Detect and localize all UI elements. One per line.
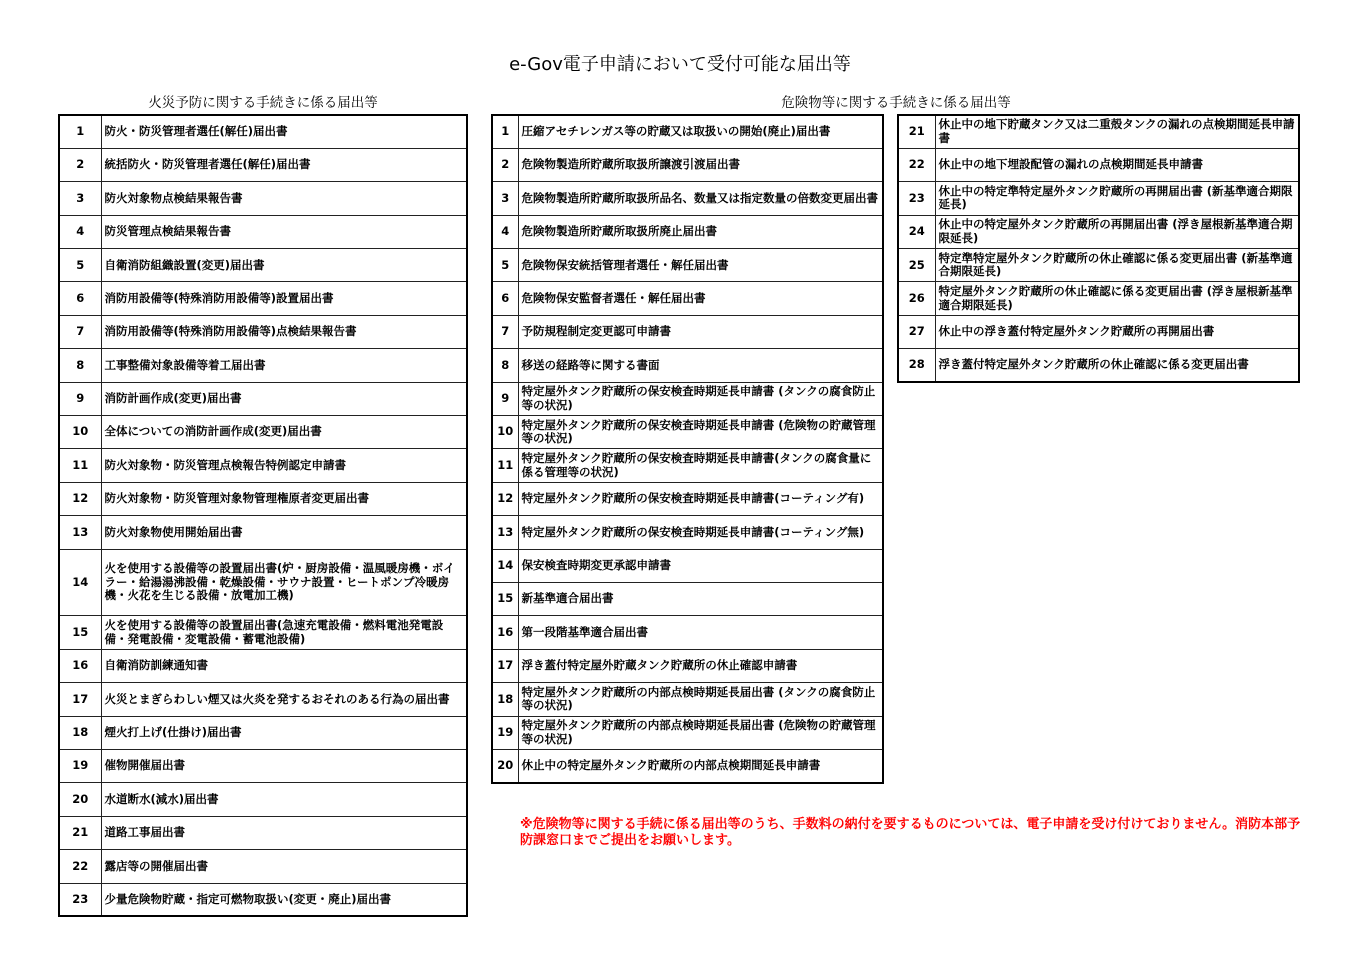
row-number: 13 [492,516,518,549]
procedure-name: 少量危険物貯蔵・指定可燃物取扱い(変更・廃止)届出書 [101,883,467,916]
procedure-name: 危険物保安監督者選任・解任届出書 [518,282,883,315]
procedure-name: 煙火打上げ(仕掛け)届出書 [101,716,467,749]
table-row [59,549,467,616]
table-row [59,683,467,716]
table-row [898,215,1299,248]
row-number: 8 [59,349,101,382]
row-number: 8 [492,349,518,382]
procedure-name: 防火対象物点検結果報告書 [101,182,467,215]
row-number: 17 [59,683,101,716]
row-number: 20 [59,783,101,816]
table-row [898,282,1299,315]
procedure-name: 防火・防災管理者選任(解任)届出書 [101,115,467,148]
procedure-name: 火を使用する設備等の設置届出書(炉・厨房設備・温風暖房機・ボイラー・給湯湯沸設備・乾燥設備・サウナ設置・ヒートポンプ冷暖房機・火花を生じる設備・放電加工機) [101,549,467,616]
fire-section-heading: 火災予防に関する手続きに係る届出等 [148,95,378,111]
procedure-name: 催物開催届出書 [101,749,467,782]
procedure-name: 危険物製造所貯蔵所取扱所譲渡引渡届出書 [518,148,883,181]
hazard-procedures-table-1 [491,114,884,784]
row-number: 3 [59,182,101,215]
table-row [59,349,467,382]
row-number: 11 [492,449,518,482]
row-number: 26 [898,282,935,315]
row-number: 6 [492,282,518,315]
table-row [59,516,467,549]
table-row [59,783,467,816]
procedure-name: 浮き蓋付特定屋外タンク貯蔵所の休止確認に係る変更届出書 [935,349,1299,382]
procedure-name: 休止中の特定屋外タンク貯蔵所の内部点検期間延長申請書 [518,749,883,782]
procedure-name: 特定屋外タンク貯蔵所の保安検査時期延長申請書(タンクの腐食量に係る管理等の状況) [518,449,883,482]
row-number: 13 [59,516,101,549]
row-number: 7 [492,315,518,348]
row-number: 23 [898,182,935,215]
procedure-name: 第一段階基準適合届出書 [518,616,883,649]
row-number: 22 [898,148,935,181]
procedure-name: 消防用設備等(特殊消防用設備等)設置届出書 [101,282,467,315]
procedure-name: 浮き蓋付特定屋外貯蔵タンク貯蔵所の休止確認申請書 [518,649,883,682]
row-number: 5 [59,249,101,282]
procedure-name: 特定屋外タンク貯蔵所の内部点検時期延長届出書 (危険物の貯蔵管理等の状況) [518,716,883,749]
table-row [59,382,467,415]
table-row [898,148,1299,181]
procedure-name: 消防用設備等(特殊消防用設備等)点検結果報告書 [101,315,467,348]
table-row [59,315,467,348]
procedure-name: 休止中の特定準特定屋外タンク貯蔵所の再開届出書 (新基準適合期限延長) [935,182,1299,215]
row-number: 1 [492,115,518,148]
row-number: 15 [59,616,101,649]
procedure-name: 特定屋外タンク貯蔵所の休止確認に係る変更届出書 (浮き屋根新基準適合期限延長) [935,282,1299,315]
fire-procedures-table [58,114,468,917]
table-row [898,182,1299,215]
row-number: 21 [898,115,935,148]
procedure-name: 保安検査時期変更承認申請書 [518,549,883,582]
row-number: 10 [492,416,518,449]
row-number: 3 [492,182,518,215]
table-row [59,716,467,749]
row-number: 12 [59,482,101,515]
row-number: 20 [492,749,518,782]
row-number: 25 [898,249,935,282]
row-number: 24 [898,215,935,248]
table-row [492,582,883,615]
row-number: 2 [492,148,518,181]
procedure-name: 露店等の開催届出書 [101,850,467,883]
procedure-name: 休止中の地下埋設配管の漏れの点検期間延長申請書 [935,148,1299,181]
procedure-name: 工事整備対象設備等着工届出書 [101,349,467,382]
row-number: 12 [492,482,518,515]
table-row [59,249,467,282]
table-row [492,249,883,282]
procedure-name: 火を使用する設備等の設置届出書(急速充電設備・燃料電池発電設備・発電設備・変電設備・蓄電池設備) [101,616,467,649]
table-row [492,182,883,215]
procedure-name: 特定屋外タンク貯蔵所の保安検査時期延長申請書 (危険物の貯蔵管理等の状況) [518,416,883,449]
row-number: 15 [492,582,518,615]
table-row [492,482,883,515]
table-row [59,416,467,449]
table-row [59,850,467,883]
row-number: 17 [492,649,518,682]
row-number: 28 [898,349,935,382]
procedure-name: 消防計画作成(変更)届出書 [101,382,467,415]
row-number: 27 [898,315,935,348]
table-row [59,449,467,482]
procedure-name: 火災とまぎらわしい煙又は火炎を発するおそれのある行為の届出書 [101,683,467,716]
procedure-name: 自衛消防組織設置(変更)届出書 [101,249,467,282]
procedure-name: 統括防火・防災管理者選任(解任)届出書 [101,148,467,181]
procedure-name: 危険物保安統括管理者選任・解任届出書 [518,249,883,282]
row-number: 2 [59,148,101,181]
row-number: 9 [59,382,101,415]
procedure-name: 自衛消防訓練通知書 [101,649,467,682]
procedure-name: 防火対象物使用開始届出書 [101,516,467,549]
row-number: 18 [59,716,101,749]
table-row [898,115,1299,148]
row-number: 10 [59,416,101,449]
row-number: 4 [492,215,518,248]
table-row [59,182,467,215]
row-number: 7 [59,315,101,348]
table-row [898,315,1299,348]
table-row [492,315,883,348]
procedure-name: 新基準適合届出書 [518,582,883,615]
row-number: 4 [59,215,101,248]
row-number: 14 [59,549,101,616]
table-row [492,516,883,549]
table-row [492,449,883,482]
procedure-name: 特定屋外タンク貯蔵所の保安検査時期延長申請書(コーティング無) [518,516,883,549]
row-number: 16 [59,649,101,682]
procedure-name: 特定準特定屋外タンク貯蔵所の休止確認に係る変更届出書 (新基準適合期限延長) [935,249,1299,282]
table-row [492,282,883,315]
table-row [492,215,883,248]
procedure-name: 防災管理点検結果報告書 [101,215,467,248]
table-row [492,649,883,682]
table-row [59,215,467,248]
row-number: 21 [59,816,101,849]
table-row [492,716,883,749]
hazard-procedures-table-2 [897,114,1300,383]
procedure-name: 水道断水(減水)届出書 [101,783,467,816]
procedure-name: 予防規程制定変更認可申請書 [518,315,883,348]
procedure-name: 危険物製造所貯蔵所取扱所廃止届出書 [518,215,883,248]
table-row [492,683,883,716]
table-row [492,349,883,382]
procedure-name: 休止中の地下貯蔵タンク又は二重殻タンクの漏れの点検期間延長申請書 [935,115,1299,148]
table-row [898,249,1299,282]
procedure-name: 防火対象物・防災管理対象物管理権原者変更届出書 [101,482,467,515]
row-number: 11 [59,449,101,482]
procedure-name: 圧縮アセチレンガス等の貯蔵又は取扱いの開始(廃止)届出書 [518,115,883,148]
procedure-name: 特定屋外タンク貯蔵所の保安検査時期延長申請書(コーティング有) [518,482,883,515]
table-row [492,549,883,582]
procedure-name: 移送の経路等に関する書面 [518,349,883,382]
table-row [492,416,883,449]
row-number: 5 [492,249,518,282]
page-title: e-Gov電子申請において受付可能な届出等 [509,54,851,75]
table-row [59,749,467,782]
table-row [59,115,467,148]
procedure-name: 道路工事届出書 [101,816,467,849]
table-row [492,148,883,181]
procedure-name: 防火対象物・防災管理点検報告特例認定申請書 [101,449,467,482]
row-number: 23 [59,883,101,916]
table-row [59,883,467,916]
procedure-name: 休止中の特定屋外タンク貯蔵所の再開届出書 (浮き屋根新基準適合期限延長) [935,215,1299,248]
row-number: 1 [59,115,101,148]
table-row [59,616,467,649]
procedure-name: 危険物製造所貯蔵所取扱所品名、数量又は指定数量の倍数変更届出書 [518,182,883,215]
table-row [59,649,467,682]
row-number: 18 [492,683,518,716]
row-number: 16 [492,616,518,649]
procedure-name: 特定屋外タンク貯蔵所の内部点検時期延長届出書 (タンクの腐食防止等の状況) [518,683,883,716]
procedure-name: 特定屋外タンク貯蔵所の保安検査時期延長申請書 (タンクの腐食防止等の状況) [518,382,883,415]
procedure-name: 全体についての消防計画作成(変更)届出書 [101,416,467,449]
table-row [59,482,467,515]
table-row [898,349,1299,382]
row-number: 19 [59,749,101,782]
row-number: 9 [492,382,518,415]
table-row [492,115,883,148]
procedure-name: 休止中の浮き蓋付特定屋外タンク貯蔵所の再開届出書 [935,315,1299,348]
table-row [59,816,467,849]
row-number: 19 [492,716,518,749]
table-row [492,616,883,649]
row-number: 22 [59,850,101,883]
hazard-section-heading: 危険物等に関する手続きに係る届出等 [781,95,1011,111]
fee-notice: ※危険物等に関する手続に係る届出等のうち、手数料の納付を要するものについては、電子申請を受け付けておりません。消防本部予防課窓口までご提出をお願いします。 [520,817,1301,848]
row-number: 14 [492,549,518,582]
table-row [59,148,467,181]
row-number: 6 [59,282,101,315]
table-row [59,282,467,315]
table-row [492,382,883,415]
table-row [492,749,883,782]
